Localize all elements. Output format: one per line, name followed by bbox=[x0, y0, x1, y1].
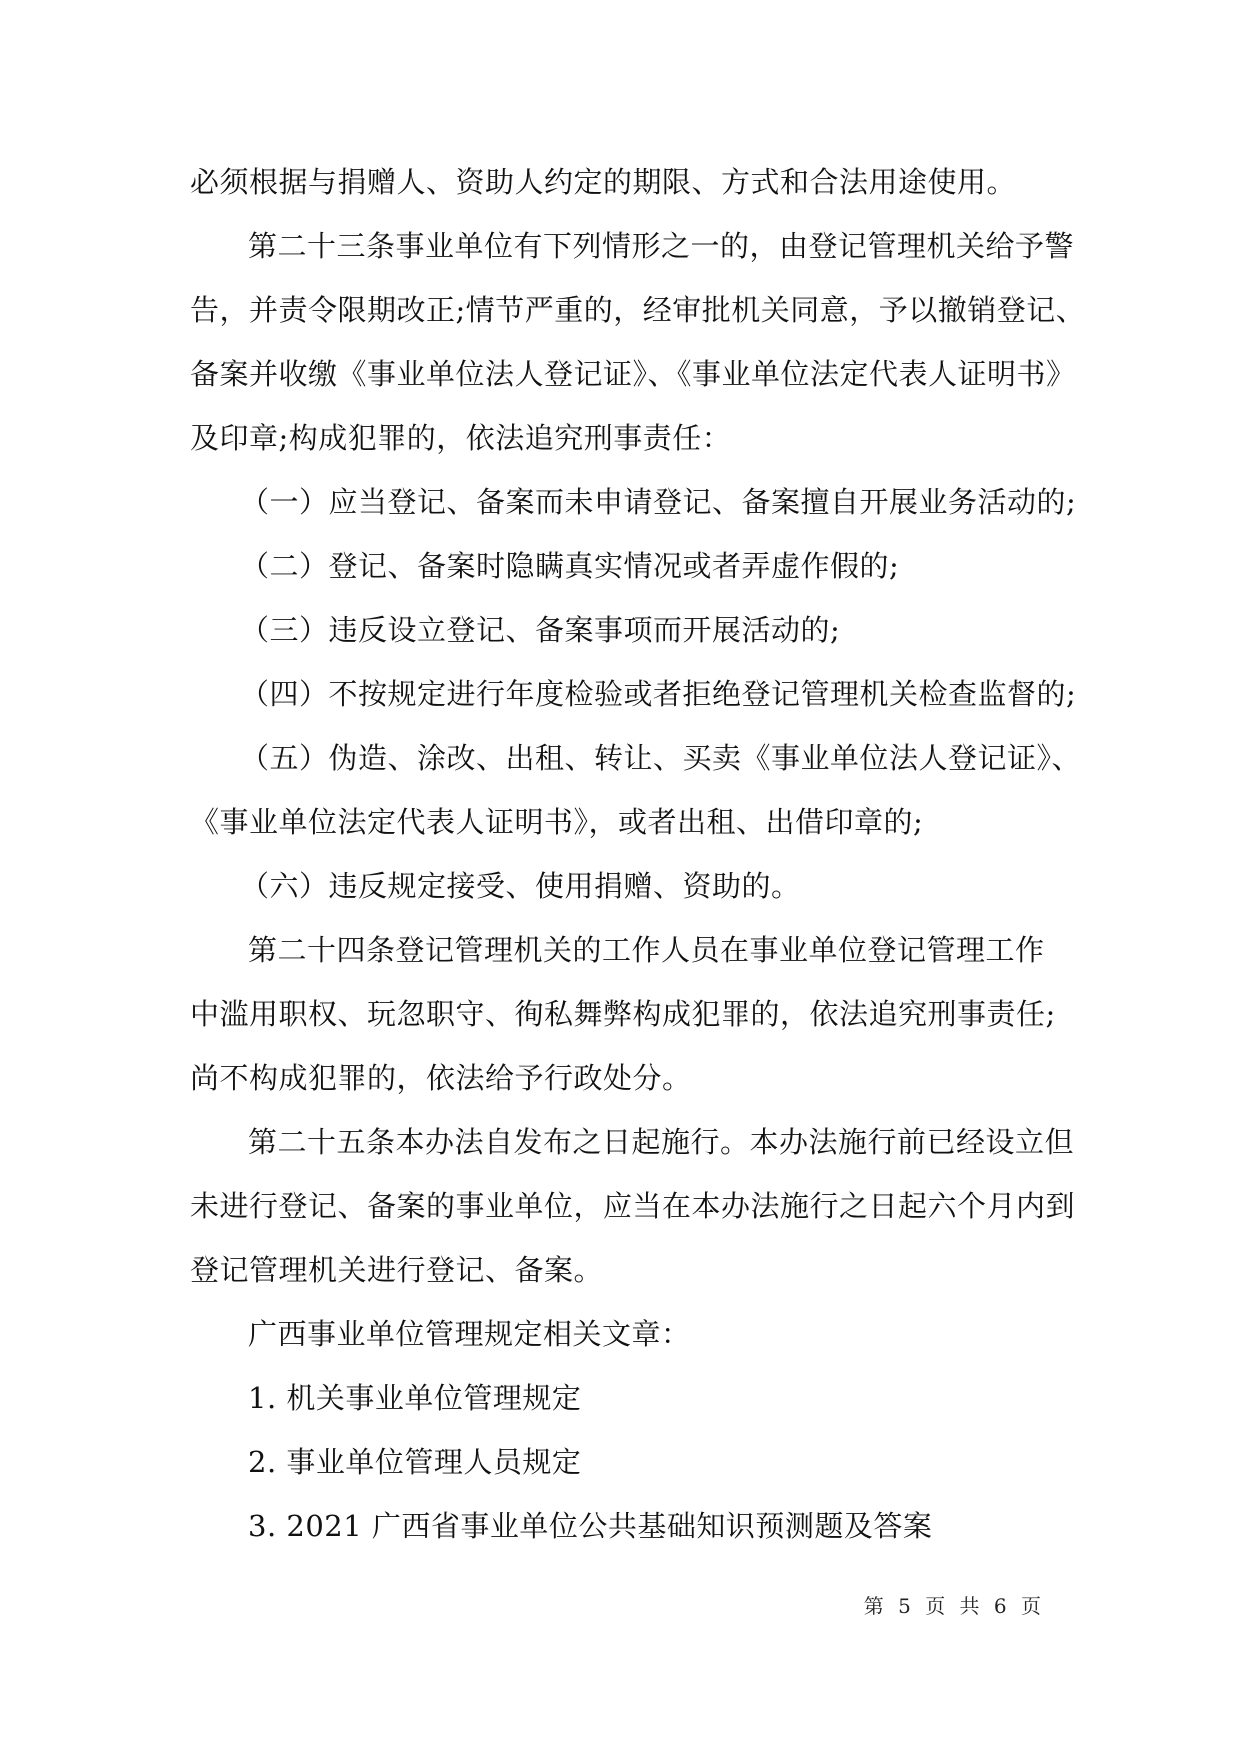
list-item-6: （六）违反规定接受、使用捐赠、资助的。 bbox=[240, 869, 801, 903]
page-number-footer: 第 5 页 共 6 页 bbox=[863, 1594, 1045, 1618]
document-body bbox=[190, 150, 1086, 1558]
list-item-1: （一）应当登记、备案而未申请登记、备案擅自开展业务活动的; bbox=[240, 485, 1077, 519]
text-line: 告，并责令限期改正;情节严重的，经审批机关同意，予以撤销登记、 bbox=[190, 293, 1086, 327]
text-line: 及印章;构成犯罪的，依法追究刑事责任： bbox=[190, 421, 732, 455]
list-item-5: （五）伪造、涂改、出租、转让、买卖《事业单位法人登记证》、 bbox=[240, 741, 1082, 775]
article-24-heading-line: 第二十四条登记管理机关的工作人员在事业单位登记管理工作 bbox=[248, 933, 1045, 967]
text-line: 登记管理机关进行登记、备案。 bbox=[190, 1253, 604, 1287]
text-line: 《事业单位法定代表人证明书》，或者出租、出借印章的; bbox=[190, 805, 924, 839]
text-line: 必须根据与捐赠人、资助人约定的期限、方式和合法用途使用。 bbox=[190, 165, 1017, 199]
text-line: 中滥用职权、玩忽职守、徇私舞弊构成犯罪的，依法追究刑事责任; bbox=[190, 997, 1056, 1031]
related-articles-heading: 广西事业单位管理规定相关文章： bbox=[248, 1317, 691, 1351]
article-25-heading-line: 第二十五条本办法自发布之日起施行。本办法施行前已经设立但 bbox=[248, 1125, 1075, 1159]
text-line: 备案并收缴《事业单位法人登记证》、《事业单位法定代表人证明书》 bbox=[190, 357, 1076, 391]
list-item-4: （四）不按规定进行年度检验或者拒绝登记管理机关检查监督的; bbox=[240, 677, 1077, 711]
text-line: 未进行登记、备案的事业单位，应当在本办法施行之日起六个月内到 bbox=[190, 1189, 1076, 1223]
article-23-heading-line: 第二十三条事业单位有下列情形之一的，由登记管理机关给予警 bbox=[248, 229, 1075, 263]
text-line: 尚不构成犯罪的，依法给予行政处分。 bbox=[190, 1061, 692, 1095]
related-article-link-3[interactable]: 3. 2021 广西省事业单位公共基础知识预测题及答案 bbox=[248, 1509, 933, 1543]
related-article-link-2[interactable]: 2. 事业单位管理人员规定 bbox=[248, 1445, 582, 1479]
list-item-2: （二）登记、备案时隐瞒真实情况或者弄虚作假的; bbox=[240, 549, 900, 583]
list-item-3: （三）违反设立登记、备案事项而开展活动的; bbox=[240, 613, 841, 647]
related-article-link-1[interactable]: 1. 机关事业单位管理规定 bbox=[248, 1381, 582, 1415]
